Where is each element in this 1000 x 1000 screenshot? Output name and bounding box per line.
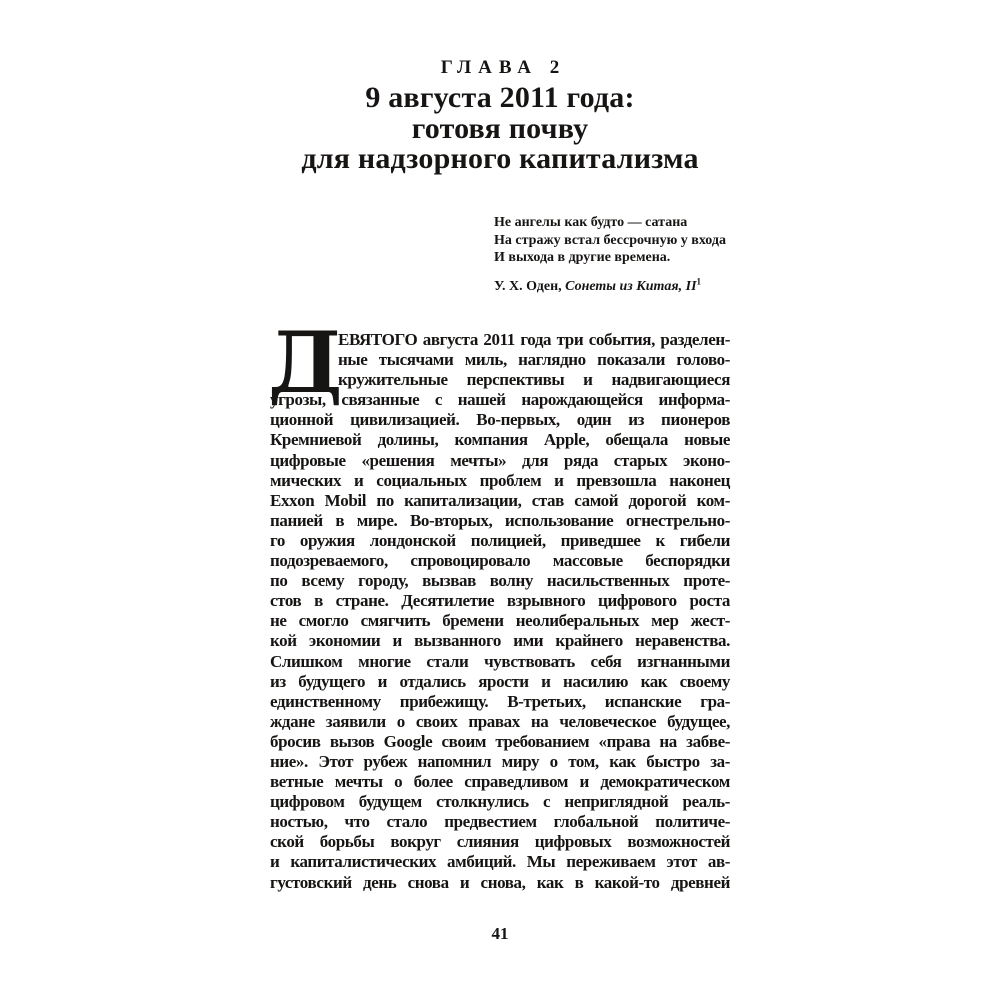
body-line: бросив вызов Google своим требованием «права на забве- <box>270 731 730 751</box>
page-number: 41 <box>491 924 509 943</box>
body-line: ЕВЯТОГО августа 2011 года три события, разделен- <box>338 330 730 349</box>
body-line: кружительные перспективы и надвигающиеся <box>338 370 730 390</box>
epigraph-attribution <box>494 275 726 296</box>
body-line: не смогло смягчить бремени неолиберальных мер жест- <box>270 611 730 631</box>
body-line: единственному прибежищу. В-третьих, испанские гра- <box>270 691 730 711</box>
body-line: Слишком многие стали чувствовать себя изгнанными <box>270 651 730 671</box>
work-title: Сонеты из Китая, II <box>565 278 697 294</box>
title-line: для надзорного капитализма <box>301 142 699 175</box>
epigraph-line: Не ангелы как будто — сатана <box>494 215 688 230</box>
text-column <box>270 0 730 1000</box>
body-line: и капиталистических амбиций. Мы переживаем этот ав- <box>270 852 730 872</box>
body-line: мических и социальных проблем и превзошла наконец <box>270 470 730 490</box>
body-line: ностью, что стало предвестием глобальной политиче- <box>270 812 730 832</box>
body-line: подозреваемого, спровоцировало массовые беспорядки <box>270 551 730 571</box>
body-line: кой экономии и вызванного ими крайнего неравенства. <box>270 631 730 651</box>
epigraph-line: И выхода в другие времена. <box>494 250 671 265</box>
footnote-marker: 1 <box>696 275 702 286</box>
body-text <box>268 313 730 893</box>
body-line: цифровые «решения мечты» для ряда старых эконо- <box>270 450 730 470</box>
body-line: цифровом будущем столкнулись с неприглядной реаль- <box>270 792 730 812</box>
body-line: панией в мире. Во-вторых, использование огнестрельно- <box>270 510 730 530</box>
chapter-title <box>240 83 760 175</box>
body-line: угрозы, связанные с нашей нарождающейся информа- <box>270 390 730 410</box>
epigraph <box>494 214 726 295</box>
body-line: ждане заявили о своих правах на человеческое будущее, <box>270 711 730 731</box>
author-name: У. Х. Оден, <box>494 278 566 294</box>
body-line: стов в стране. Десятилетие взрывного цифрового роста <box>270 591 730 611</box>
body-line: ской борьбы вокруг слияния цифровых возможностей <box>270 832 730 852</box>
body-line: Exxon Mobil по капитализации, став самой дорогой ком- <box>270 490 730 510</box>
title-line: готовя почву <box>411 111 589 145</box>
body-line: из будущего и отдались ярости и насилию как своему <box>270 671 730 691</box>
body-line: ние». Этот рубеж напомнил миру о том, как быстро за- <box>270 751 730 771</box>
body-line: по всему городу, вызвав волну насильственных проте- <box>270 571 730 591</box>
drop-cap: Д <box>268 313 343 412</box>
body-line: го оружия лондонской полицией, приведшее к гибели <box>270 530 730 550</box>
body-line: Кремниевой долины, компания Apple, обещала новые <box>270 430 730 450</box>
title-line: 9 августа 2011 года: <box>365 81 635 114</box>
chapter-label: ГЛАВА 2 <box>440 57 567 78</box>
body-line: ные тысячами миль, наглядно показали голово- <box>338 350 730 370</box>
body-line: ветные мечты о более справедливом и демократическом <box>270 772 730 792</box>
epigraph-line: На стражу встал бессрочную у входа <box>494 232 726 248</box>
body-line: ционной цивилизацией. Во-первых, один из пионеров <box>270 410 730 430</box>
body-line: густовский день снова и снова, как в какой-то древней <box>270 872 730 892</box>
